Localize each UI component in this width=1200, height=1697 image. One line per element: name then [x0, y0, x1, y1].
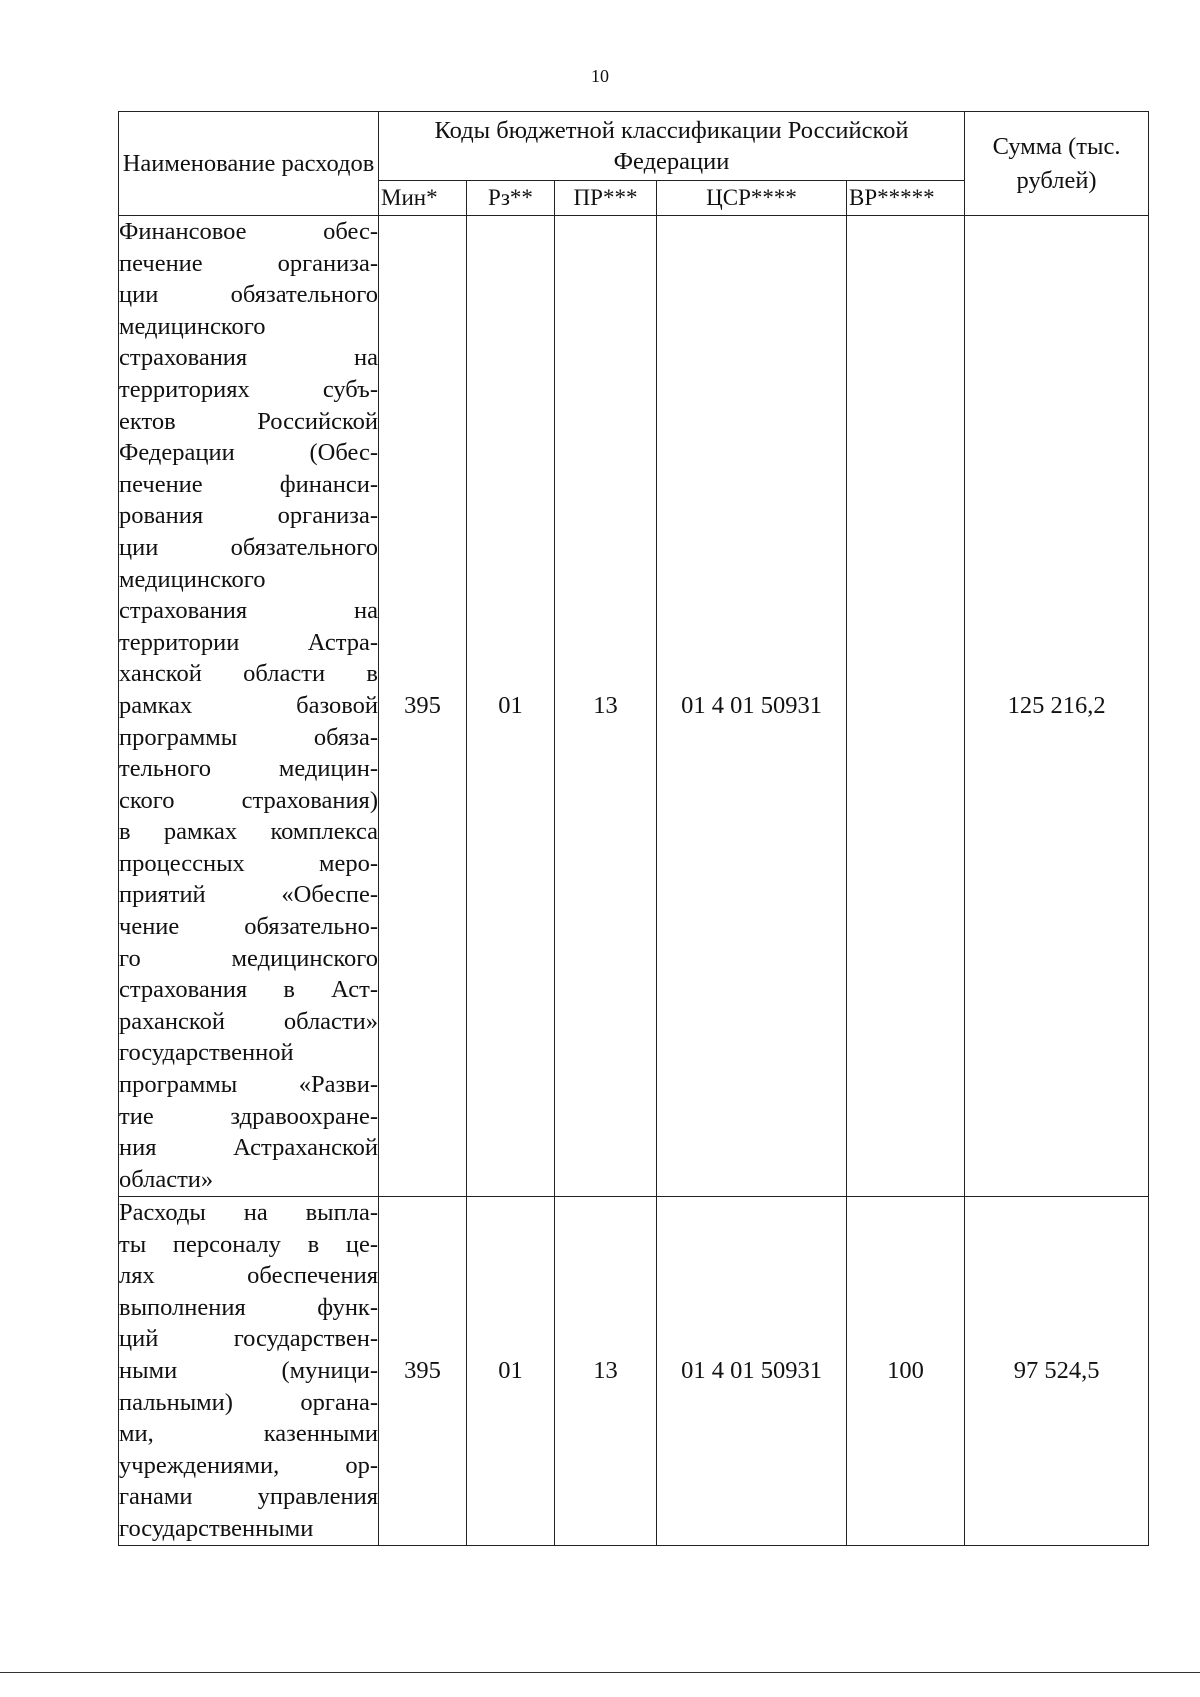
- row-name-line: учреждениями, ор-: [119, 1451, 378, 1479]
- row-name-line: ции обязательного: [119, 533, 378, 561]
- rz-cell: 01: [467, 1197, 555, 1546]
- rz-cell: 01: [467, 216, 555, 1197]
- row-name-line: печение организа-: [119, 249, 378, 277]
- row-name-line: ханской области в: [119, 660, 378, 688]
- row-name-cell: [119, 216, 379, 1197]
- row-name-line: Расходы на выпла-: [119, 1199, 378, 1226]
- row-name-line: медицинского: [119, 312, 266, 340]
- vr-cell: [847, 216, 965, 1197]
- row-name-line: страхования на: [119, 344, 378, 372]
- row-name-line: чение обязательно-: [119, 913, 378, 941]
- row-name-line: в рамках комплекса: [119, 818, 378, 846]
- row-name-line: программы обяза-: [119, 723, 378, 751]
- row-name-line: области»: [119, 1165, 214, 1193]
- min-cell: 395: [379, 216, 467, 1197]
- row-name-line: ными (муници-: [119, 1356, 378, 1384]
- row-name-line: медицинского: [119, 565, 266, 593]
- header-codes: Коды бюджетной классификации Российской Федерации: [379, 112, 965, 181]
- row-name-line: тельного медицин-: [119, 755, 378, 783]
- row-name-line: ского страхования): [119, 786, 378, 814]
- header-min: Мин*: [379, 181, 467, 216]
- header-csr: ЦСР****: [657, 181, 847, 216]
- header-pr: ПР***: [555, 181, 657, 216]
- header-name: Наименование расходов: [119, 112, 379, 216]
- row-name-line: выполнения функ-: [119, 1293, 378, 1321]
- header-sum: Сумма (тыс. рублей): [965, 112, 1149, 216]
- row-name-line: территории Астра-: [119, 628, 378, 656]
- row-name-line: рамках базовой: [119, 691, 378, 719]
- row-name-line: Финансовое обес-: [119, 218, 378, 245]
- row-name-line: печение финанси-: [119, 470, 378, 498]
- row-name-line: приятий «Обеспе-: [119, 881, 378, 909]
- vr-cell: 100: [847, 1197, 965, 1546]
- header-rz: Рз**: [467, 181, 555, 216]
- row-name-line: ты персоналу в це-: [119, 1230, 378, 1258]
- row-name-line: Федерации (Обес-: [119, 439, 378, 467]
- row-name-line: тие здравоохране-: [119, 1102, 378, 1130]
- row-name-line: процессных меро-: [119, 849, 378, 877]
- table-row: [119, 1197, 1149, 1546]
- sum-cell: 97 524,5: [965, 1197, 1149, 1546]
- csr-cell: 01 4 01 50931: [657, 216, 847, 1197]
- row-name-line: государственными: [119, 1514, 314, 1542]
- header-vr: ВР*****: [847, 181, 965, 216]
- row-name-line: территориях субъ-: [119, 375, 378, 403]
- row-name-cell: [119, 1197, 379, 1546]
- row-name-line: страхования на: [119, 597, 378, 625]
- budget-table: [118, 111, 1149, 1546]
- page-number: 10: [591, 66, 609, 86]
- row-name-line: ганами управления: [119, 1483, 378, 1511]
- footer-divider: [0, 1672, 1200, 1673]
- table-row: [119, 216, 1149, 1197]
- row-name-line: ния Астраханской: [119, 1134, 378, 1162]
- sum-cell: 125 216,2: [965, 216, 1149, 1197]
- row-name-line: ций государствен-: [119, 1325, 378, 1353]
- row-name-line: лях обеспечения: [119, 1262, 378, 1290]
- row-name-line: рования организа-: [119, 502, 378, 530]
- row-name-line: го медицинского: [119, 944, 378, 972]
- min-cell: 395: [379, 1197, 467, 1546]
- row-name-line: пальными) органа-: [119, 1388, 378, 1416]
- row-name-line: ектов Российской: [119, 407, 378, 435]
- row-name-line: государственной: [119, 1039, 294, 1067]
- csr-cell: 01 4 01 50931: [657, 1197, 847, 1546]
- row-name-line: раханской области»: [119, 1007, 378, 1035]
- pr-cell: 13: [555, 216, 657, 1197]
- pr-cell: 13: [555, 1197, 657, 1546]
- row-name-line: ми, казенными: [119, 1420, 378, 1448]
- row-name-line: ции обязательного: [119, 281, 378, 309]
- row-name-line: страхования в Аст-: [119, 976, 378, 1004]
- row-name-line: программы «Разви-: [119, 1071, 378, 1099]
